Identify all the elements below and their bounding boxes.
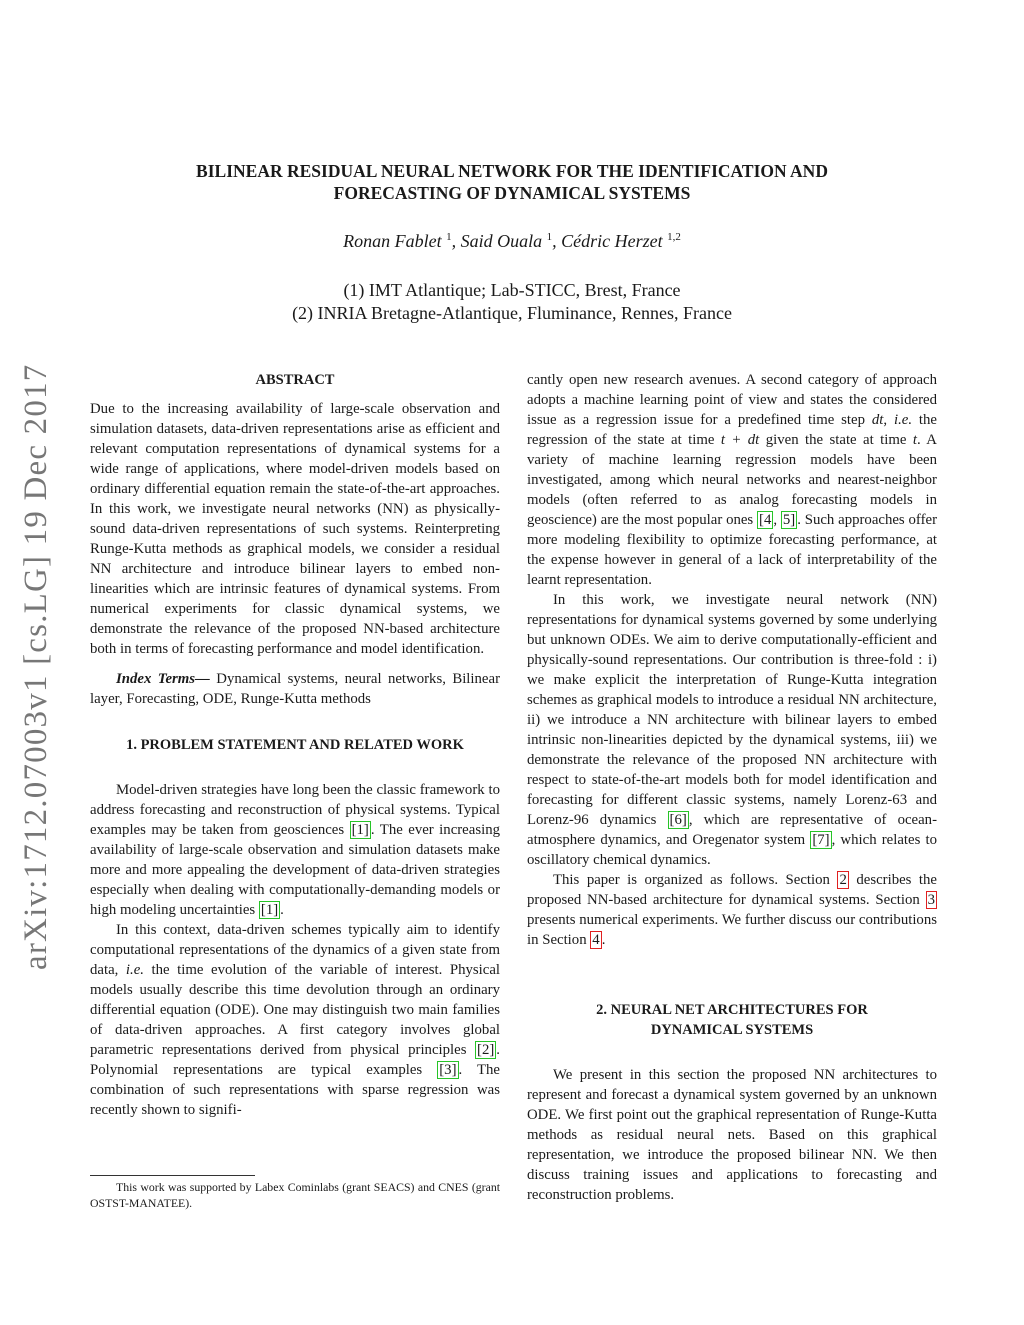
citation-link[interactable]: [4	[759, 512, 772, 528]
citation-link[interactable]: [6]	[669, 812, 687, 828]
text-run: .	[280, 902, 284, 918]
citation-link[interactable]: [1]	[260, 902, 279, 918]
math-variable: t	[912, 432, 917, 448]
author-name: Ronan Fablet	[343, 231, 442, 251]
section-ref-link[interactable]: 4	[592, 932, 600, 948]
section-1-heading: 1. PROBLEM STATEMENT AND RELATED WORK	[126, 737, 464, 753]
index-terms	[90, 669, 500, 709]
arxiv-identifier: arXiv:1712.07003v1 [cs.LG] 19 Dec 2017	[18, 363, 54, 970]
abstract-heading: ABSTRACT	[255, 372, 335, 388]
author-name: Said Ouala	[460, 231, 543, 251]
section-ref-link[interactable]: 2	[839, 872, 847, 888]
text-run: given the state at time	[759, 432, 913, 448]
text-run: In this work, we investigate neural network (NN) representations for dynamical systems governed by some underlying but unknown ODEs. We aim to derive computationally-efficient and physically-sound representations. Our contribution is three-fold : i) we make explicit the interpretation of Runge-Kutta integration schemes as graphical models to introduce a residual NN architecture, ii) we introduce a NN architecture with bilinear layers to embed intrinsic non-linearities depicted by the dynamical systems, iii) we demonstrate the relevance of the proposed NN architecture with respect to state-of-the-art models both for model identification and forecasting for different classic systems, namely Lorenz-63 and Lorenz-96 dynamics	[527, 592, 937, 828]
title-line-2: FORECASTING OF DYNAMICAL SYSTEMS	[333, 183, 691, 203]
text-run: .	[601, 932, 606, 948]
author-affiliation-mark: 1,2	[667, 231, 681, 243]
text-run: . The combination of such representations with sparse regression was recently shown to signifi-	[90, 1062, 500, 1118]
text-run: ,	[883, 412, 894, 428]
math-variable: t + dt	[720, 432, 760, 448]
text-run: ,	[773, 512, 781, 528]
text-run: . Such approaches offer more modeling flexibility to optimize forecasting performance, at the expense however in general of a lack of interpretability of the learnt representation.	[527, 512, 937, 588]
author-affiliation-mark: 1	[446, 231, 452, 243]
author-affiliation-mark: 1	[546, 231, 553, 243]
author-name: Cédric Herzet	[561, 231, 663, 251]
title-line-1: BILINEAR RESIDUAL NEURAL NETWORK FOR THE IDENTIFICATION AND	[196, 161, 828, 181]
section-2-heading-line: 2. NEURAL NET ARCHITECTURES FOR	[596, 1002, 868, 1018]
footnote-rule	[90, 1175, 255, 1176]
text-run: . A variety of machine learning regression models have been investigated, among which neural networks and nearest-neighbor models (often referred to as analog forecasting models in geoscience) are the most popular ones	[527, 432, 937, 528]
section-1-paragraph-2-continued	[527, 370, 937, 590]
citation-link[interactable]: [3]	[439, 1062, 457, 1078]
text-run: This paper is organized as follows. Section	[553, 872, 838, 888]
text-run: the regression of the state at time	[527, 412, 937, 448]
section-ref-link[interactable]: 3	[927, 892, 935, 908]
citation-link[interactable]: [7]	[812, 832, 830, 848]
left-column	[90, 370, 500, 1120]
text-run: , which are representative of ocean-atmosphere dynamics, and Oregenator system	[527, 812, 937, 848]
section-2-heading	[527, 1000, 937, 1040]
text-run: . Polynomial representations are typical examples	[90, 1042, 500, 1078]
right-column	[527, 370, 937, 1205]
abstract-text: Due to the increasing availability of large-scale observation and simulation datasets, data-driven representations arise as efficient and relevant computation representations of dynamical systems for a wide range of applications, where model-driven models based on ordinary differential equation remain the state-of-the-art approaches. In this work, we investigate neural networks (NN) as physically-sound data-driven representations of such systems. Reinterpreting Runge-Kutta methods as graphical models, we consider a residual NN architecture and introduce bilinear layers to embed non-linearities which are intrinsic features of dynamical systems. From numerical experiments for classic dynamical systems, we demonstrate the relevance of the proposed NN-based architecture both in terms of forecasting performance and model identification.	[90, 401, 500, 657]
citation-link[interactable]: [1]	[351, 822, 369, 838]
section-2-paragraph-1: We present in this section the proposed NN architectures to represent and forecast a dynamical system governed by an unknown ODE. We first point out the graphical representation of Runge-Kutta methods as residual neural nets. Based on this graphical representation, we introduce the proposed bilinear NN. We then discuss training issues and applications to forecasting and reconstruction problems.	[527, 1067, 937, 1203]
math-variable: dt	[871, 412, 884, 428]
index-terms-text: Dynamical systems, neural networks, Bilinear layer, Forecasting, ODE, Runge-Kutta methods	[90, 671, 500, 707]
text-run: In this context, data-driven schemes typically aim to identify computational representations of the dynamics of a given state from data,	[90, 922, 500, 978]
text-run: i.e.	[125, 962, 144, 978]
text-run: presents numerical experiments. We further discuss our contributions in Section	[527, 912, 937, 948]
section-1-paragraph-3	[527, 590, 937, 870]
paper-title	[100, 160, 924, 204]
index-terms-label: Index Terms—	[116, 671, 210, 687]
section-1-paragraph-2	[90, 920, 500, 1120]
text-run: , which relates to oscillatory chemical dynamics.	[527, 832, 937, 868]
affiliation-line: (2) INRIA Bretagne-Atlantique, Fluminance, Rennes, France	[292, 303, 732, 323]
citation-link[interactable]: [2]	[477, 1042, 495, 1058]
section-1-paragraph-4	[527, 870, 937, 950]
author-list: Ronan Fablet $^1$, Said Ouala $^1$, Cédric Herzet $^{1,2}$	[343, 231, 681, 251]
citation-link[interactable]: 5]	[782, 512, 796, 528]
section-2-heading-line: DYNAMICAL SYSTEMS	[650, 1022, 814, 1038]
section-1-paragraph-1	[90, 780, 500, 920]
text-run: . The ever increasing availability of large-scale observation and simulation datasets make more and more appealing the development of data-driven strategies especially when dealing with computationally-demanding models or high modeling uncertainties	[90, 822, 500, 918]
text-run: Model-driven strategies have long been the classic framework to address forecasting and reconstruction of physical systems. Typical examples may be taken from geosciences	[90, 782, 500, 838]
affiliation-line: (1) IMT Atlantique; Lab-STICC, Brest, France	[343, 280, 681, 300]
text-run: describes the proposed NN-based architecture for dynamical systems. Section	[527, 872, 938, 908]
text-run: i.e.	[893, 412, 913, 428]
affiliations	[100, 279, 924, 325]
text-run: cantly open new research avenues. A second category of approach adopts a machine learning point of view and states the considered issue as a regression issue for a predefined time step	[527, 372, 937, 428]
text-run: the time evolution of the variable of interest. Physical models usually describe this time devolution through an ordinary differential equation (ODE). One may distinguish two main families of data-driven approaches. A first category involves global parametric representations derived from physical principles	[90, 962, 500, 1058]
footnote: This work was supported by Labex Cominlabs (grant SEACS) and CNES (grant OSTST-MANATEE).	[90, 1180, 500, 1210]
